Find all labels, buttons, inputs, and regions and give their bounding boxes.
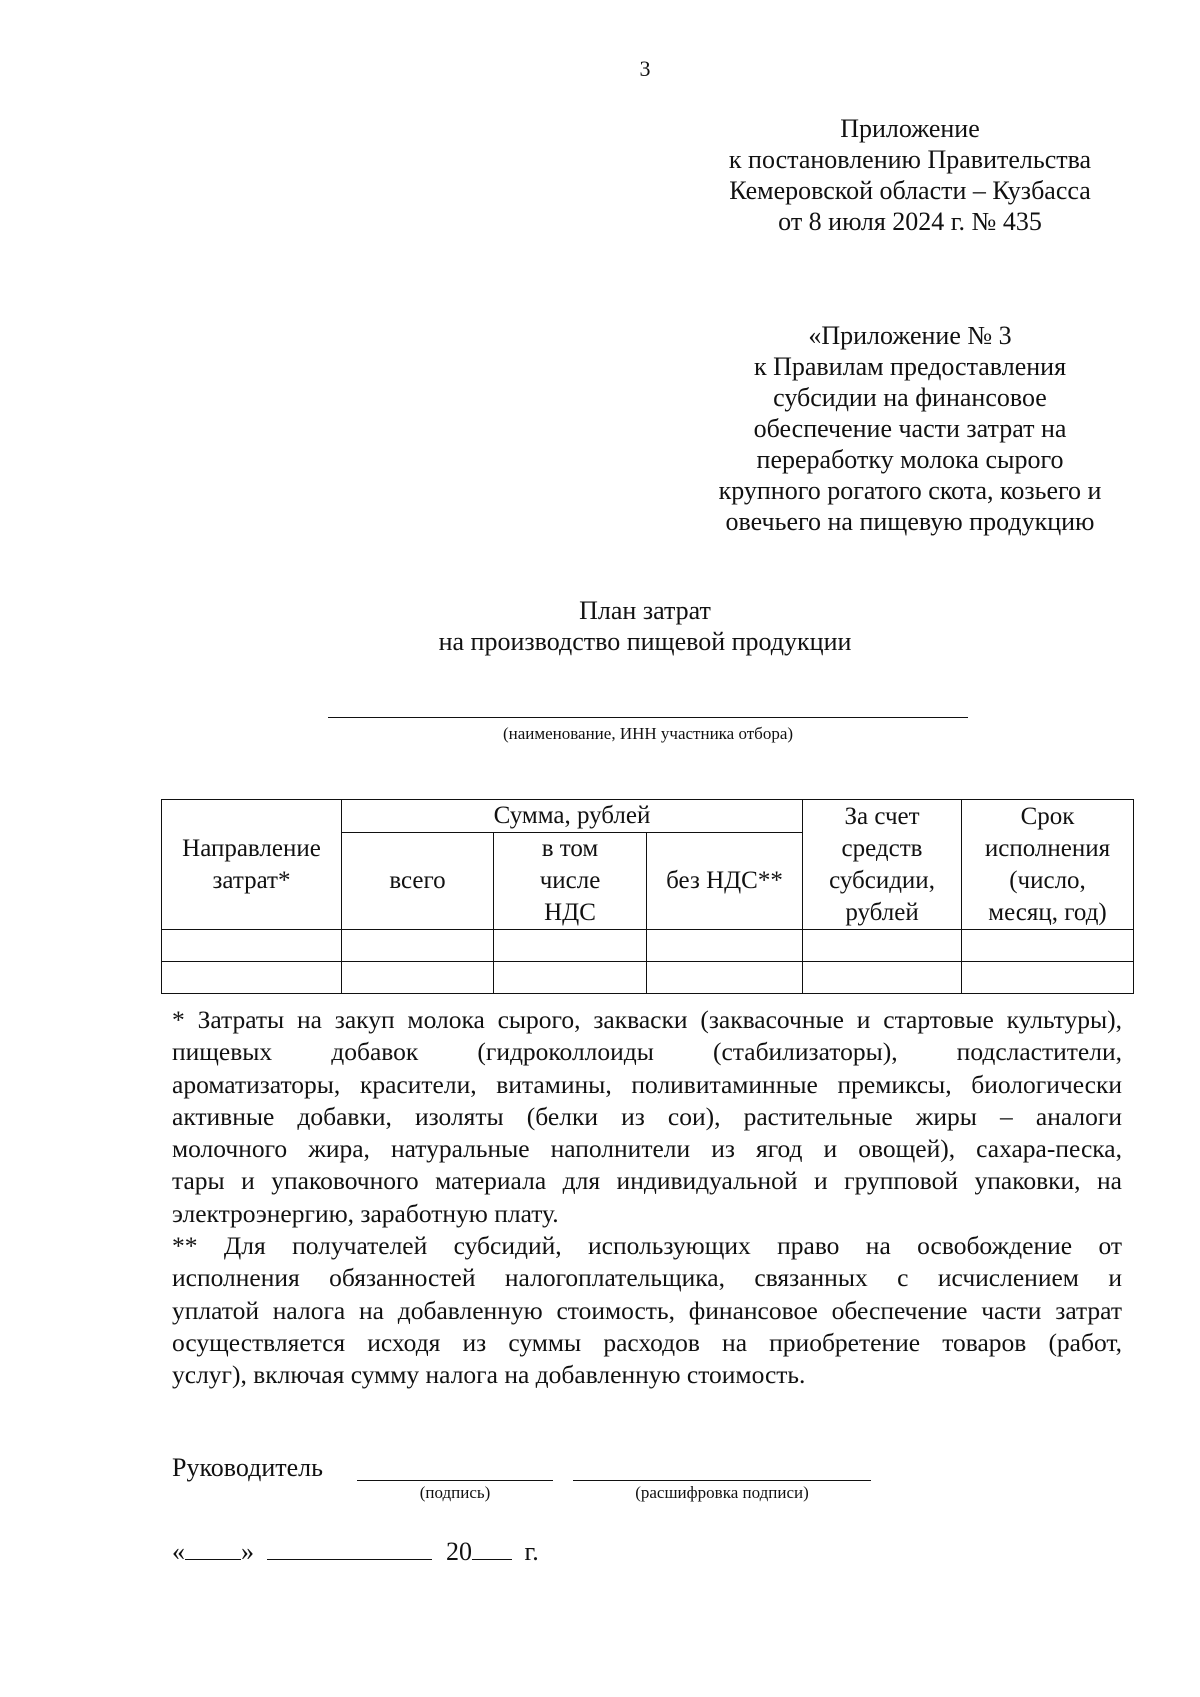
footnote-line: молочного жира, натуральные наполнители из ягод и овощей), сахара-песка, (172, 1134, 1122, 1164)
footnote-line: уплатой налога на добавленную стоимость, финансовое обеспечение части затрат (172, 1295, 1122, 1325)
day-blank (185, 1539, 241, 1560)
participant-caption: (наименование, ИНН участника отбора) (502, 724, 794, 743)
date-line (172, 1537, 539, 1567)
footnote-line: * Затраты на закуп молока сырого, закваски (заквасочные и стартовые культуры), (172, 1005, 1122, 1034)
date-close-quote: » (241, 1537, 254, 1566)
signature-decode-line (573, 1480, 871, 1481)
participant-name-line (328, 717, 968, 718)
appendix-header-line: от 8 июля 2024 г. № 435 (778, 207, 1042, 236)
cost-plan-table (161, 799, 1134, 994)
table-cell (962, 962, 1134, 994)
table-row (162, 962, 1134, 994)
signature-decode-caption: (расшифровка подписи) (635, 1483, 809, 1502)
year-suffix: г. (524, 1537, 539, 1566)
title-line-2: на производство пищевой продукции (438, 627, 852, 656)
header-total: всего (342, 833, 494, 930)
page-number: 3 (639, 56, 651, 81)
appendix-header-line: Приложение (840, 114, 980, 143)
table-cell (494, 962, 647, 994)
table-cell (803, 930, 962, 962)
title-line-1: План затрат (579, 596, 711, 625)
appendix3-header-line: «Приложение № 3 (808, 321, 1012, 350)
footnote-line: тары и упаковочного материала для индивидуальной и групповой упаковки, на (172, 1166, 1122, 1196)
appendix3-header-line: овечьего на пищевую продукцию (725, 507, 1095, 536)
footnotes (172, 1004, 1122, 1392)
appendix3-header-line: крупного рогатого скота, козьего и (718, 476, 1102, 505)
footnote-line: ** Для получателей субсидий, использующих право на освобождение от (172, 1231, 1122, 1261)
header-subsidy: За счет средств субсидии, рублей (803, 800, 962, 930)
document-title (0, 595, 1200, 657)
footnote-line: активные добавки, изоляты (белки из сои), растительные жиры – аналоги (172, 1101, 1122, 1131)
year-blank (472, 1539, 512, 1560)
month-blank (267, 1539, 432, 1560)
appendix3-header-line: субсидии на финансовое (773, 383, 1047, 412)
header-vat: в том числе НДС (494, 833, 647, 930)
footnote-line: исполнения обязанностей налогоплательщика, связанных с исчислением и (172, 1263, 1122, 1293)
appendix-header (690, 113, 1130, 237)
footnote-line: осуществляется исходя из суммы расходов на приобретение товаров (работ, (172, 1327, 1122, 1357)
appendix3-header-line: обеспечение части затрат на (753, 414, 1067, 443)
footnote-line: ароматизаторы, красители, витамины, поливитаминные премиксы, биологически (172, 1069, 1122, 1099)
header-no-vat: без НДС** (647, 833, 803, 930)
appendix3-header (680, 320, 1140, 537)
date-open-quote: « (172, 1537, 185, 1566)
head-label: Руководитель (172, 1453, 323, 1482)
signature-caption: (подпись) (419, 1483, 491, 1502)
appendix3-header-line: переработку молока сырого (756, 445, 1064, 474)
table-cell (342, 962, 494, 994)
header-sum: Сумма, рублей (342, 800, 803, 833)
year-prefix: 20 (446, 1537, 472, 1566)
table-cell (647, 962, 803, 994)
table-cell (494, 930, 647, 962)
signature-line (357, 1480, 553, 1481)
footnote-line: пищевых добавок (гидроколлоиды (стабилизаторы), подсластители, (172, 1037, 1122, 1067)
appendix-header-line: к постановлению Правительства (728, 145, 1092, 174)
appendix-header-line: Кемеровской области – Кузбасса (729, 176, 1091, 205)
table-cell (803, 962, 962, 994)
table-cell (647, 930, 803, 962)
appendix3-header-line: к Правилам предоставления (753, 352, 1067, 381)
table-cell (162, 930, 342, 962)
table-cell (162, 962, 342, 994)
header-direction: Направление затрат* (162, 800, 342, 930)
table-cell (342, 930, 494, 962)
header-deadline: Срок исполнения (число, месяц, год) (962, 800, 1134, 930)
footnote-line: услуг), включая сумму налога на добавленную стоимость. (172, 1360, 806, 1390)
table-row (162, 930, 1134, 962)
table-cell (962, 930, 1134, 962)
footnote-line: электроэнергию, заработную плату. (172, 1198, 559, 1228)
